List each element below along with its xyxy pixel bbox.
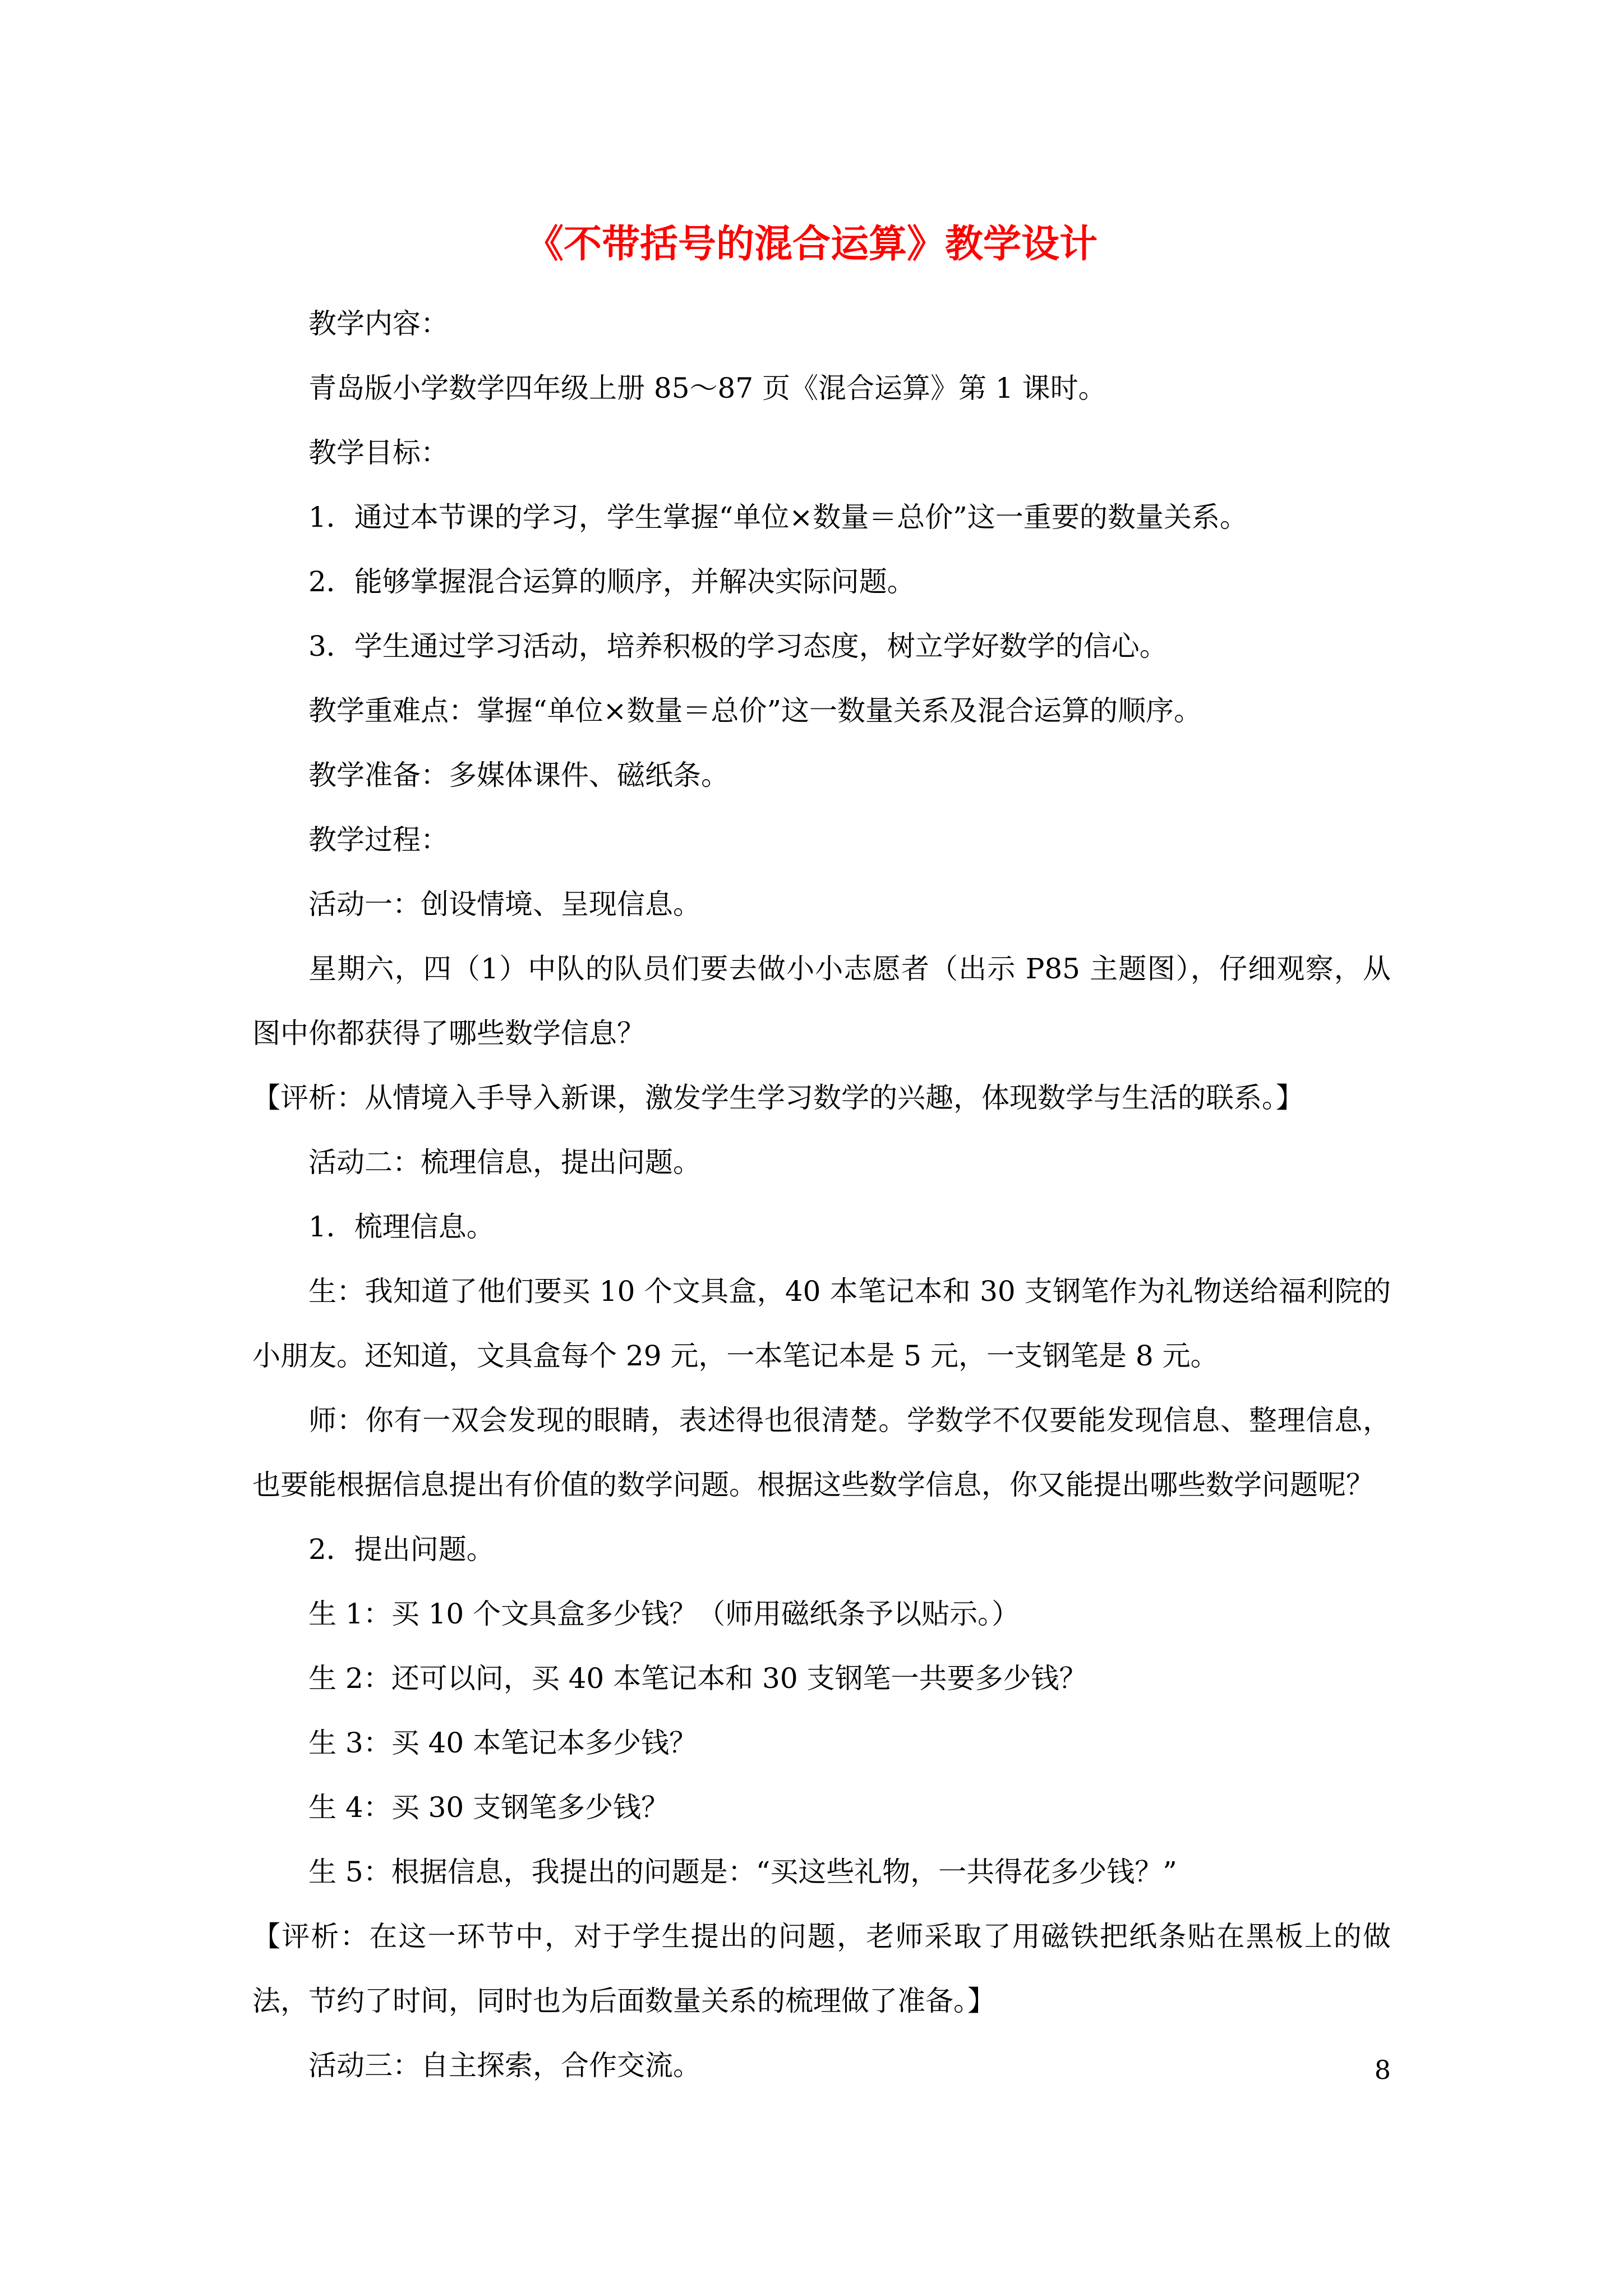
paragraph-teacher-response: 师：你有一双会发现的眼睛，表述得也很清楚。学数学不仅要能发现信息、整理信息，也要能根据信息提出有价值的数学问题。根据这些数学信息，你又能提出哪些数学问题呢？ xyxy=(252,1404,1391,1501)
paragraph-process-heading: 教学过程： xyxy=(308,823,449,856)
paragraph-scenario: 星期六，四（1）中队的队员们要去做小小志愿者（出示 P85 主题图），仔细观察，从图中你都获得了哪些数学信息？ xyxy=(252,953,1391,1050)
paragraph-student-answer: 生：我知道了他们要买 10 个文具盒，40 本笔记本和 30 支钢笔作为礼物送给福利院的小朋友。还知道，文具盒每个 29 元，一本笔记本是 5 元，一支钢笔是 8 元。 xyxy=(252,1275,1391,1372)
paragraph-student-2: 生 2：还可以问，买 40 本笔记本和 30 支钢笔一共要多少钱？ xyxy=(308,1662,1087,1695)
page-number: 8 xyxy=(1374,2055,1391,2085)
document-body xyxy=(252,292,1391,2098)
paragraph-comment-1: 【评析：从情境入手导入新课，激发学生学习数学的兴趣，体现数学与生活的联系。】 xyxy=(252,1082,1304,1114)
document-title: 《不带括号的混合运算》教学设计 xyxy=(525,222,1098,266)
paragraph-activity-1: 活动一：创设情境、呈现信息。 xyxy=(308,888,701,921)
paragraph-student-4: 生 4：买 30 支钢笔多少钱？ xyxy=(308,1791,670,1824)
paragraph-teaching-content-heading: 教学内容： xyxy=(308,307,449,340)
paragraph-student-1: 生 1：买 10 个文具盒多少钱？（师用磁纸条予以贴示。） xyxy=(308,1598,1020,1630)
paragraph-ask-questions: 2．提出问题。 xyxy=(308,1533,495,1566)
paragraph-student-5: 生 5：根据信息，我提出的问题是：“买这些礼物，一共得花多少钱？” xyxy=(308,1856,1177,1888)
paragraph-preparation: 教学准备：多媒体课件、磁纸条。 xyxy=(308,759,729,792)
paragraph-sort-info: 1．梳理信息。 xyxy=(308,1211,495,1243)
paragraph-teaching-goals-heading: 教学目标： xyxy=(308,436,449,469)
paragraph-key-points: 教学重难点：掌握“单位×数量＝总价”这一数量关系及混合运算的顺序。 xyxy=(308,694,1202,727)
paragraph-goal-2: 2．能够掌握混合运算的顺序，并解决实际问题。 xyxy=(308,565,915,598)
paragraph-student-3: 生 3：买 40 本笔记本多少钱？ xyxy=(308,1727,698,1759)
paragraph-goal-3: 3．学生通过学习活动，培养积极的学习态度，树立学好数学的信心。 xyxy=(308,630,1168,662)
paragraph-activity-2: 活动二：梳理信息，提出问题。 xyxy=(308,1146,701,1179)
paragraph-comment-2: 【评析：在这一环节中，对于学生提出的问题，老师采取了用磁铁把纸条贴在黑板上的做法，节约了时间，同时也为后面数量关系的梳理做了准备。】 xyxy=(252,1920,1391,2017)
paragraph-activity-3: 活动三：自主探索，合作交流。 xyxy=(308,2049,701,2082)
paragraph-teaching-content: 青岛版小学数学四年级上册 85～87 页《混合运算》第 1 课时。 xyxy=(308,372,1106,404)
paragraph-goal-1: 1．通过本节课的学习，学生掌握“单位×数量＝总价”这一重要的数量关系。 xyxy=(308,501,1248,533)
